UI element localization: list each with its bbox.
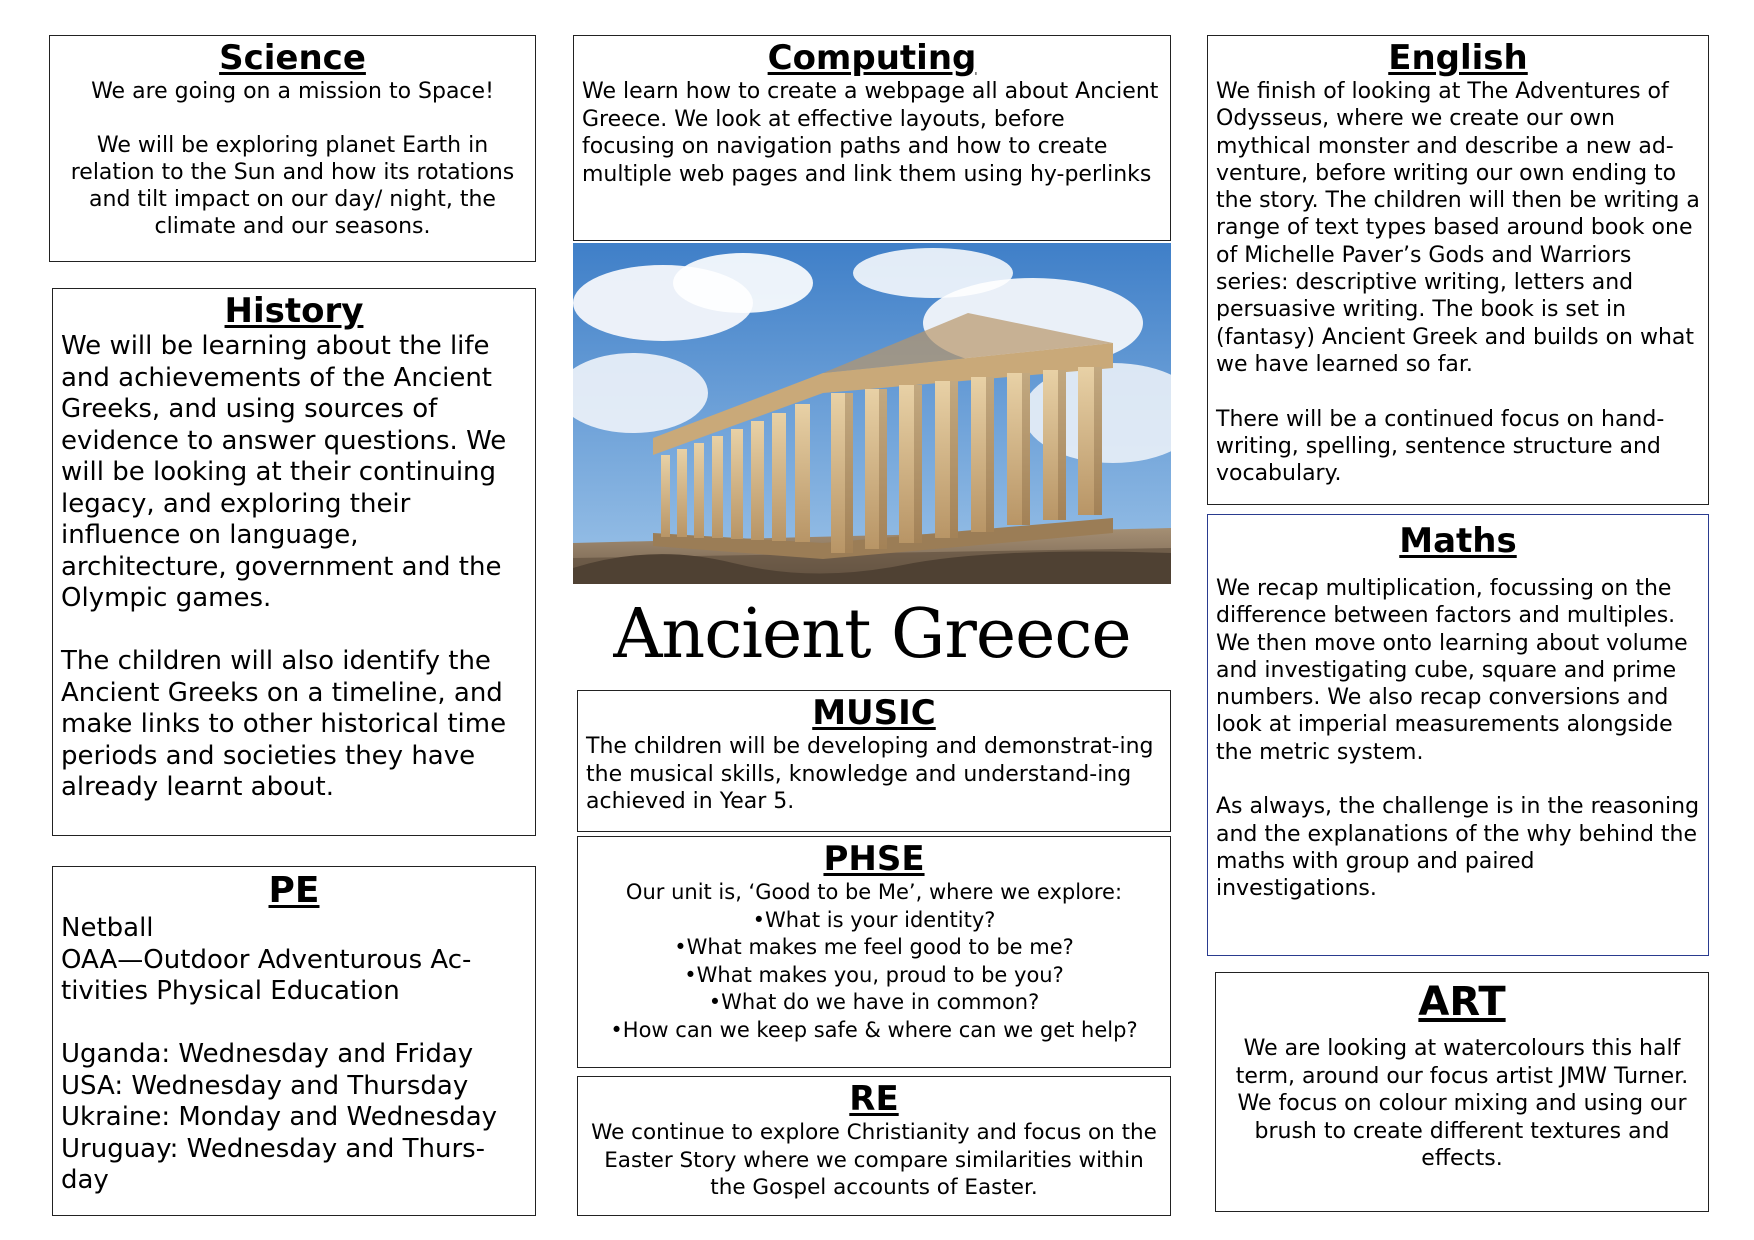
phse-text: Our unit is, ‘Good to be Me’, where we explore: •What is your identity? •What makes me feel good to be me? •What makes you, proud to be you? •What do we have in common? •How can we keep safe & where can we get help?	[610, 880, 1138, 1042]
phse-panel	[577, 836, 1171, 1068]
maths-heading: Maths	[1399, 521, 1517, 561]
music-panel	[577, 690, 1171, 832]
computing-heading: Computing	[767, 38, 977, 78]
pe-panel	[52, 866, 536, 1216]
page-title: Ancient Greece	[613, 595, 1131, 674]
art-text: We are looking at watercolours this half term, around our focus artist JMW Turner. We focus on colour mixing and using our brush to create different textures and effects.	[1235, 1036, 1689, 1171]
english-panel	[1207, 35, 1709, 505]
history-text: We will be learning about the life and achievements of the Ancient Greeks, and using sources of evidence to answer questions. We will be looking at their continuing legacy, and exploring their influence on language, architecture, government and the Olympic games. The children will also identify the Ancient Greeks on a timeline, and make links to other historical time periods and societies they have already learnt about.	[61, 331, 507, 802]
computing-text: We learn how to create a webpage all about Ancient Greece. We look at effective layouts, before focusing on navigation paths and how to create multiple web pages and link them using hy-perlinks	[582, 79, 1159, 187]
art-panel	[1215, 972, 1709, 1212]
re-panel	[577, 1076, 1171, 1216]
art-heading: ART	[1418, 979, 1506, 1025]
pe-text: Netball OAA—Outdoor Adventurous Ac-tivities Physical Education Uganda: Wednesday and Friday USA: Wednesday and Thursday Ukraine: Monday and Wednesday Uruguay: Wednesday and Thurs-day	[61, 913, 498, 1195]
phse-heading: PHSE	[823, 839, 925, 879]
history-heading: History	[224, 291, 364, 331]
science-panel	[49, 35, 536, 262]
computing-panel	[573, 35, 1171, 241]
music-heading: MUSIC	[812, 693, 936, 733]
parthenon-photo	[573, 243, 1171, 584]
music-text: The children will be developing and demonstrat-ing the musical skills, knowledge and understand-ing achieved in Year 5.	[586, 734, 1154, 814]
english-text: We finish of looking at The Adventures of Odysseus, where we create our own mythical monster and describe a new ad-venture, before writing our own ending to the story. The children will then be writing a range of text types based around book one of Michelle Paver’s Gods and Warriors series: descriptive writing, letters and persuasive writing. The book is set in (fantasy) Ancient Greek and builds on what we have learned so far. There will be a continued focus on hand-writing, spelling, sentence structure and vocabulary.	[1216, 79, 1700, 487]
pe-heading: PE	[268, 870, 320, 911]
history-panel	[52, 288, 536, 836]
english-heading: English	[1388, 38, 1528, 78]
science-heading: Science	[219, 38, 366, 78]
maths-panel	[1207, 514, 1709, 956]
re-text: We continue to explore Christianity and focus on the Easter Story where we compare similarities within the Gospel accounts of Easter.	[591, 1120, 1157, 1200]
re-heading: RE	[849, 1079, 899, 1119]
science-text: We are going on a mission to Space! We will be exploring planet Earth in relation to the Sun and how its rotations and tilt impact on our day/ night, the climate and our seasons.	[70, 79, 515, 239]
maths-text: We recap multiplication, focussing on the difference between factors and multiples. We then move onto learning about volume and investigating cube, square and prime numbers. We also recap conversions and look at imperial measurements alongside the metric system. As always, the challenge is in the reasoning and the explanations of the why behind the maths with group and paired investigations.	[1216, 576, 1700, 902]
